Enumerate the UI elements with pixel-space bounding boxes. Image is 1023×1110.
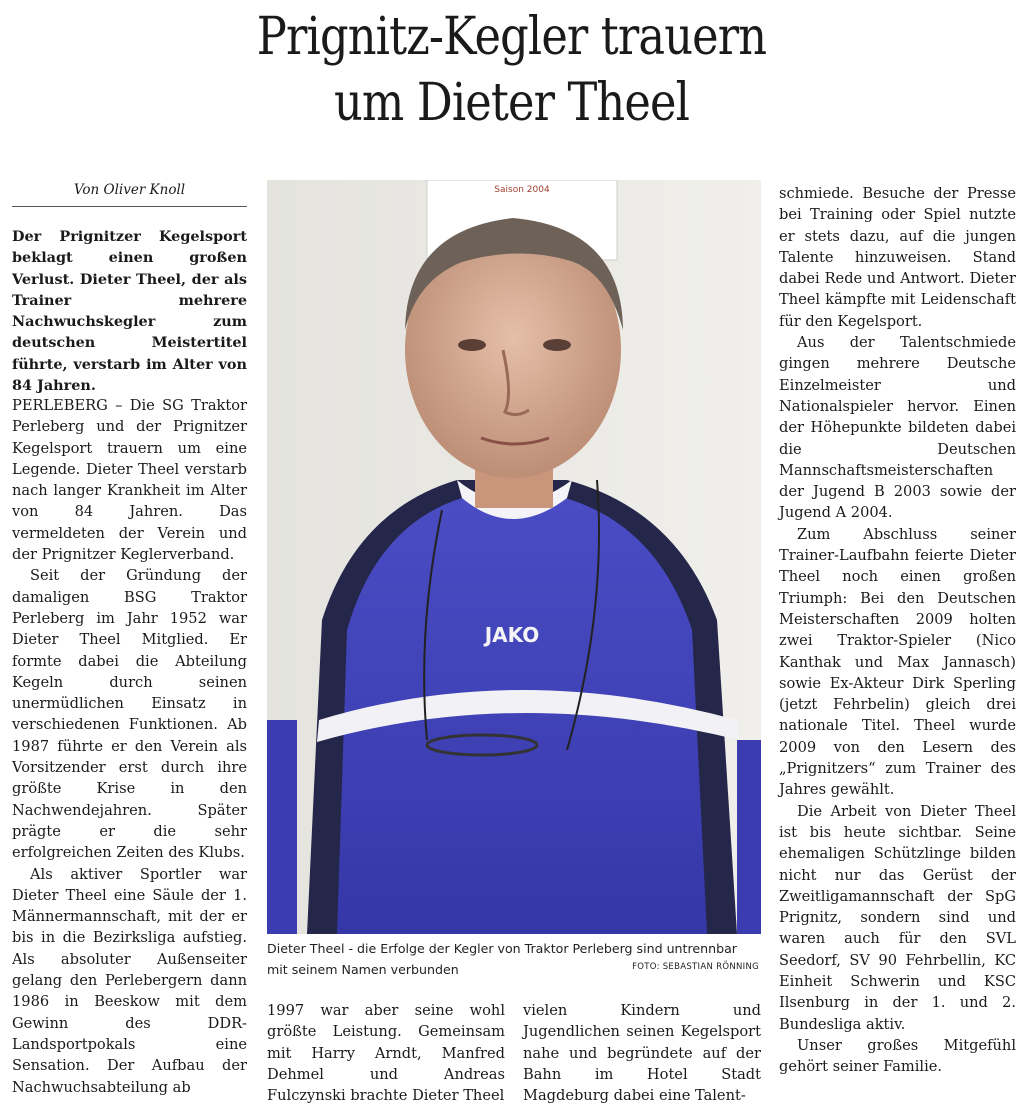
byline: Von Oliver Knoll — [12, 182, 247, 207]
portrait-illustration — [267, 180, 761, 934]
lead-paragraph — [12, 226, 247, 396]
body-paragraph: vielen Kindern und Jugendlichen seinen Kegelsport nahe und begründete auf der Bahn im Hotel Stadt Magdeburg dabei eine Talent- — [523, 1002, 761, 1105]
body-paragraph: 1997 war aber seine wohl größte Leistung. Gemeinsam mit Harry Arndt, Manfred Dehmel und Andreas Fulczynski brachte Dieter Theel — [267, 1002, 505, 1105]
headline-line-2: um Dieter Theel — [333, 73, 690, 133]
column-3 — [523, 1000, 761, 1106]
headline — [72, 4, 952, 164]
body-paragraph: Aus der Talentschmiede gingen mehrere Deutsche Einzelmeister und Nationalspieler hervor. Einen der Höhepunkte bildeten dabei die Deutschen Mannschaftsmeisterschaften der Jugend B 2003 sowie der Jugend A 2004. — [779, 334, 1016, 522]
body-paragraph: Die Arbeit von Dieter Theel ist bis heute sichtbar. Seine ehemaligen Schützlinge bilden nicht nur das Gerüst der Zweitligamannschaft der SpG Prignitz, sondern sind und waren auch für den SVL Seedorf, SV 90 Fehrbellin, KC Einheit Schwerin und KSC Ilsenburg in der 1. und 2. Bundesliga aktiv. — [779, 802, 1016, 1033]
portrait-photo — [267, 180, 761, 934]
headline-line-1: Prignitz-Kegler trauern — [256, 7, 767, 67]
lead-text: Der Prignitzer Kegelsport beklagt einen großen Verlust. Dieter Theel, der als Trainer mehrere Nachwuchskegler zum deutschen Meistertitel führte, verstarb im Alter von 84 Jahren. — [12, 228, 247, 395]
body-paragraph: Seit der Gründung der damaligen BSG Traktor Perleberg im Jahr 1952 war Dieter Theel Mitglied. Er formte dabei die Abteilung Kegeln durch seinen unermüdlichen Einsatz in verschiedenen Funktionen. Ab 1987 führte er den Verein als Vorsitzender erst durch ihre größte Krise in den Nachwendejahren. Später prägte er die sehr erfolgreichen Zeiten des Klubs. — [12, 567, 247, 862]
body-paragraph: schmiede. Besuche der Presse bei Training oder Spiel nutzte er stets dazu, auf die jungen Talente hinzuweisen. Stand dabei Rede und Antwort. Dieter Theel kämpfte mit Leidenschaft für den Kegelsport. — [779, 185, 1016, 330]
background-sign-text: Saison 2004 — [494, 185, 550, 195]
photo-caption — [267, 938, 761, 980]
caption-text: Dieter Theel - die Erfolge der Kegler von Traktor Perleberg sind untrennbar mit seinem Namen verbunden — [267, 941, 737, 977]
body-paragraph: Unser großes Mitgefühl gehört seiner Familie. — [779, 1036, 1016, 1076]
photo-credit: FOTO: SEBASTIAN RÖNNING — [632, 962, 759, 972]
column-2 — [267, 1000, 505, 1106]
column-1 — [12, 395, 247, 1098]
column-4 — [779, 183, 1016, 1077]
body-paragraph: Zum Abschluss seiner Trainer-Laufbahn feierte Dieter Theel noch einen großen Triumph: Bei den Deutschen Meisterschaften 2009 holten zwei Traktor-Spieler (Nico Kanthak und Max Jannasch) sowie Ex-Akteur Dirk Sperling (jetzt Fehrbelin) gleich drei nationale Titel. Theel wurde 2009 von den Lesern des „Prignitzers“ zum Trainer des Jahres gewählt. — [779, 525, 1016, 799]
shirt-logo: JAKO — [484, 623, 540, 647]
body-paragraph: Als aktiver Sportler war Dieter Theel eine Säule der 1. Männermannschaft, mit der er bis in die Bezirksliga aufstieg. Als absoluter Außenseiter gelang den Perlebergern dann 1986 in Beeskow mit dem Gewinn des DDR-Landsportpokals eine Sensation. Der Aufbau der Nachwuchsabteilung ab — [12, 865, 247, 1096]
body-paragraph: PERLEBERG – Die SG Traktor Perleberg und der Prignitzer Kegelsport trauern um eine Legende. Dieter Theel verstarb nach langer Krankheit im Alter von 84 Jahren. Das vermeldeten der Verein und der Prignitzer Keglerverband. — [12, 397, 247, 564]
